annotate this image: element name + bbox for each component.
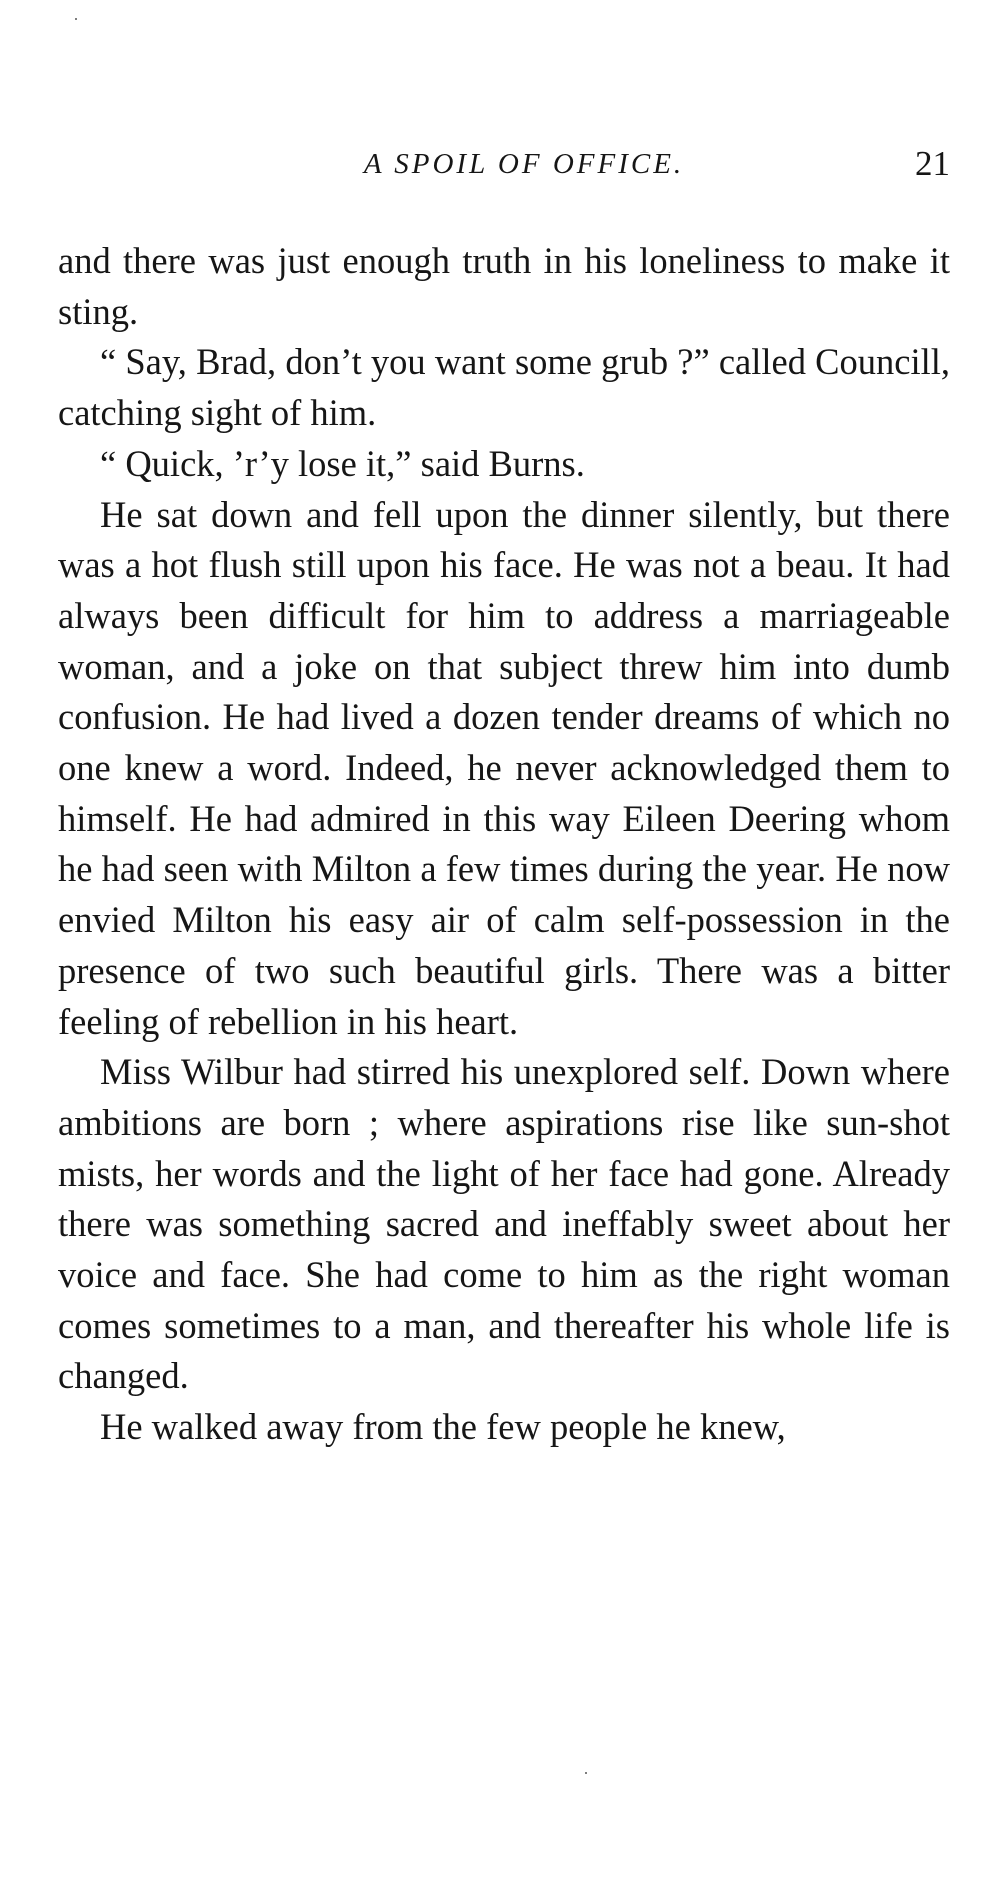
paragraph-2: “ Say, Brad, don’t you want some grub ?” called Councill, catching sight of him. xyxy=(58,341,950,434)
paper-speck xyxy=(585,1772,587,1774)
paragraph-1: and there was just enough truth in his loneliness to make it sting. xyxy=(58,240,950,332)
running-title: A SPOIL OF OFFICE. xyxy=(363,148,685,180)
paper-speck xyxy=(75,18,77,20)
paragraph-5: Miss Wilbur had stirred his unexplored self. Down where ambitions are born ; where aspirations rise like sun-shot mists, her words and the light of her face had gone. Already there was something sacred and ineffably sweet about her voice and face. She had come to him as the right woman comes sometimes to a man, and thereafter his whole life is changed. xyxy=(58,1051,950,1397)
paragraph-4: He sat down and fell upon the dinner silently, but there was a hot flush still upon his face. He was not a beau. It had always been difficult for him to address a marriageable woman, and a joke on that subject threw him into dumb confusion. He had lived a dozen tender dreams of which no one knew a word. Indeed, he never acknowledged them to himself. He had admired in this way Eileen Deering whom he had seen with Milton a few times during the year. He now envied Milton his easy air of calm self-possession in the presence of two such beautiful girls. There was a bitter feeling of rebellion in his heart. xyxy=(58,493,950,1042)
running-head xyxy=(58,144,950,192)
paragraph-3: “ Quick, ’r’y lose it,” said Burns. xyxy=(100,442,585,484)
page-number: 21 xyxy=(915,144,950,183)
body-text xyxy=(58,236,950,1453)
paragraph-6: He walked away from the few people he knew, xyxy=(100,1406,786,1448)
